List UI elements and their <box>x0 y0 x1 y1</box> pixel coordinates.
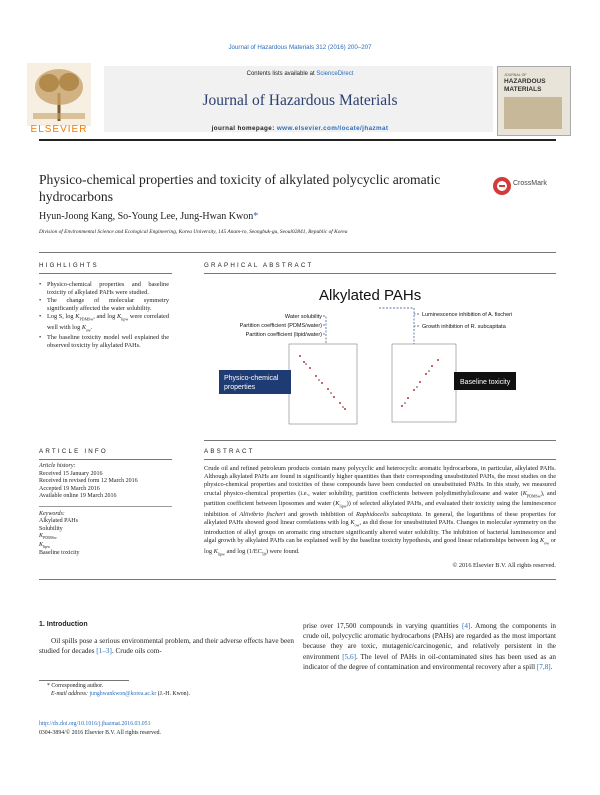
introduction-heading: 1. Introduction <box>39 621 88 628</box>
ga-label-lipid: Partition coefficient (lipid/water) <box>245 332 322 338</box>
ga-label-growth: Growth inhibition of R. subcapitata <box>422 324 506 330</box>
highlight-item: • The change of molecular symmetry significantly affected the water solubility. <box>39 297 169 313</box>
ga-properties-label: properties <box>224 384 256 391</box>
introduction-column-1: Oil spills pose a serious environmental problem, and their adverse effects have been studied for decades [1–3]. Crude oils com- <box>39 637 294 656</box>
cover-label-3: MATERIALS <box>504 86 542 93</box>
corresponding-author-note: * Corresponding author. <box>47 683 104 689</box>
keywords-rule <box>39 506 172 507</box>
article-info-rule <box>39 459 172 460</box>
history-accepted: Accepted 19 March 2016 <box>39 485 100 492</box>
highlights-heading: HIGHLIGHTS <box>39 262 99 269</box>
ga-label-water-solubility: Water solubility <box>284 314 322 320</box>
email-suffix: (J.-H. Kwon). <box>156 690 190 697</box>
highlights-rule <box>39 273 172 274</box>
ga-title: Alkylated PAHs <box>319 287 422 304</box>
abstract-heading: ABSTRACT <box>204 448 255 455</box>
keywords-label: Keywords: <box>39 510 65 517</box>
contents-prefix: Contents lists available at <box>246 71 317 77</box>
homepage-prefix: journal homepage: <box>211 125 277 132</box>
doi-link[interactable]: http://dx.doi.org/10.1016/j.jhazmat.2016.03.051 <box>39 721 151 727</box>
ga-right-plot <box>392 344 456 422</box>
email-label: E-mail address: <box>51 690 90 697</box>
journal-reference[interactable]: Journal of Hazardous Materials 312 (2016) 200–207 <box>228 44 372 51</box>
introduction-column-2: prise over 17,500 compounds in varying quantities [4]. Among the components in crude oil, polycyclic aromatic hydrocarbons (PAHs) are regarded as the most important because they are toxic, mutagenic/carcinogenic, and relatively persistent in the environment [5,6]. The level of PAHs in oil-contaminated sites has been used as an indicator of the degree of contamination and environmental recovery after a spill [7,8]. <box>303 622 557 671</box>
history-received: Received 15 January 2016 <box>39 470 103 477</box>
journal-cover-image <box>497 66 571 136</box>
graphical-abstract-bottom-rule <box>204 440 556 441</box>
history-online: Available online 19 March 2016 <box>39 493 117 499</box>
crossmark-label: CrossMark <box>513 180 547 187</box>
homepage-link[interactable]: www.elsevier.com/locate/jhazmat <box>276 125 389 132</box>
footnote-rule <box>39 680 129 681</box>
history-label: Article history: <box>39 463 76 469</box>
highlight-item: • Log S, $\log K_{PDMSw}$, and $\log K_{lipw}$ were correlated well with $\log K_{ow}$. <box>39 313 169 334</box>
graphical-abstract-rule <box>204 273 556 274</box>
issn-line: 0304-3894/© 2016 Elsevier B.V. All rights reserved. <box>39 729 161 736</box>
doi-block <box>39 720 161 737</box>
graphical-abstract-figure <box>204 276 556 428</box>
keyword-5: Baseline toxicity <box>39 550 80 557</box>
history-revised: Received in revised form 12 March 2016 <box>39 478 138 484</box>
email-link[interactable]: junghwankwon@korea.ac.kr <box>89 690 157 697</box>
citation-5-6[interactable]: [5,6] <box>342 652 356 661</box>
keyword-1: Alkylated PAHs <box>39 518 78 524</box>
crossmark-badge[interactable] <box>492 175 556 202</box>
citation-1-3[interactable]: [1–3] <box>96 647 112 656</box>
authors <box>39 211 258 222</box>
corresponding-author-mark[interactable]: * <box>253 211 259 222</box>
graphical-abstract-heading: GRAPHICAL ABSTRACT <box>204 262 314 269</box>
article-title: Physico-chemical properties and toxicity of alkylated polycyclic aromatic hydrocarbons <box>39 172 441 204</box>
ga-label-pdms: Partition coefficient (PDMS/water) <box>239 323 322 329</box>
citation-4[interactable]: [4] <box>461 622 471 630</box>
elsevier-tree-logo <box>27 63 91 126</box>
journal-title: Journal of Hazardous Materials <box>202 92 398 109</box>
ga-label-luminescence: Luminescence inhibition of A. fischeri <box>422 312 513 318</box>
keyword-3: $K_{PDMSw}$ <box>39 533 57 541</box>
affiliation-rule <box>39 252 556 253</box>
cover-label-2: HAZARDOUS <box>504 78 546 85</box>
highlight-item: • The baseline toxicity model well explained the observed toxicity by alkylated PAHs. <box>39 334 169 350</box>
author-list: Hyun-Joong Kang, So-Young Lee, Jung-Hwan Kwon <box>39 211 254 222</box>
article-info-heading: ARTICLE INFO <box>39 448 108 455</box>
citation-7-8[interactable]: [7,8] <box>536 662 551 671</box>
email-line <box>39 691 190 699</box>
header-rule <box>39 139 556 141</box>
footnote <box>39 683 190 698</box>
elsevier-wordmark: ELSEVIER <box>30 124 88 135</box>
keyword-2: Solubility <box>39 525 63 532</box>
highlights-list <box>39 281 169 350</box>
cover-art <box>504 97 562 129</box>
ga-physico-chemical-label: Physico-chemical <box>224 375 279 382</box>
abstract-bottom-rule <box>39 579 556 580</box>
ga-baseline-toxicity-label: Baseline toxicity <box>460 379 511 386</box>
abstract-body: Crude oil and refined petroleum products contain many polycyclic and heterocyclic aromatic hydrocarbons, in particular, alkylated PAHs. Although alkylated PAHs are found in significantly higher quantities than their corresponding unsubstituted PAHs, the most studies on the physico-chemical properties and toxicities of these compounds have been conducted on unsubstituted PAHs. In this study, we measured crucial physico-chemical properties (i.e., water solubility, partition coefficients between polydimethylsiloxane and water $(K_{PDMSw})$, and partition coefficient between liposomes and water $(K_{lipw})$) of selected alkylated PAHs, and evaluated their toxicity using the luminescence inhibition of Aliivibrio fischeri and growth inhibition of Raphidocelis subcapitata. In general, the logarithms of these properties for alkylated PAHs showed good linear correlations with $\log K_{ow}$, as did those for unsubstituted PAHs. Changes in molecular symmetry on the introduction of alkyl groups on aromatic ring structure significantly altered water solubility. The inhibition of bacterial luminescence and algal growth by alkylated PAHs can be explained well by the baseline toxicity hypothesis, and good linear relationships between $\log K_{ow}$ or $\log K_{lipw}$ and $\log (1/EC_{50})$ were found. <box>204 465 556 557</box>
copyright: © 2016 Elsevier B.V. All rights reserved. <box>452 562 556 569</box>
affiliation: Division of Environmental Science and Ecological Engineering, Korea University, 145 Anam-ro, Seongbuk-gu, Seoul02841, Republic of Korea <box>39 229 348 235</box>
cover-label-1: JOURNAL OF <box>504 73 527 77</box>
keyword-4: $K_{lipw}$ <box>39 541 51 549</box>
article-info <box>39 463 169 558</box>
sciencedirect-link[interactable]: ScienceDirect <box>316 71 354 77</box>
abstract-rule <box>204 459 556 460</box>
highlight-item: • Physico-chemical properties and baseline toxicity of alkylated PAHs were studied. <box>39 281 169 297</box>
